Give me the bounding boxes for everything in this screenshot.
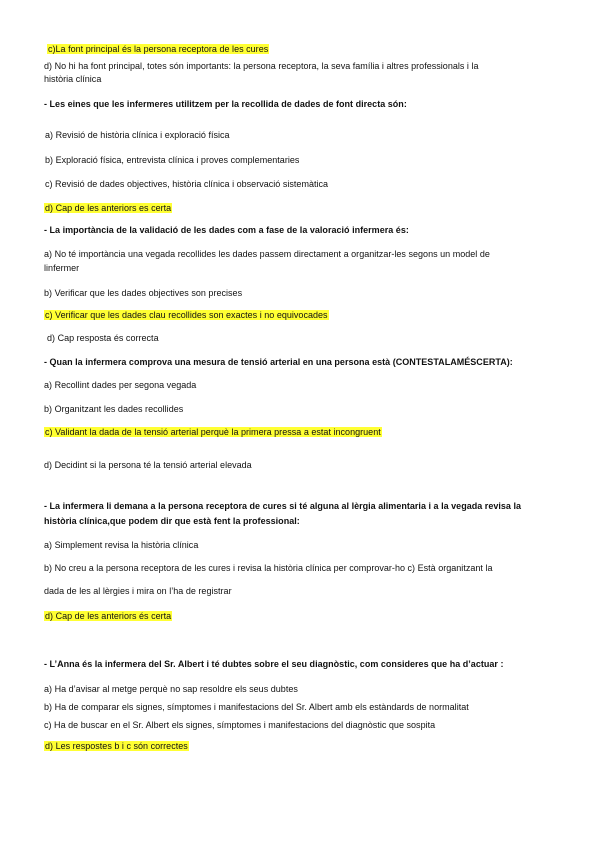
answer-option: c) Revisió de dades objectives, història clínica i observació sistemàtica	[45, 179, 329, 189]
answer-option	[44, 310, 329, 321]
highlighted-answer: c)La font principal és la persona receptora de les cures	[48, 44, 269, 54]
answer-option-continuation: linfermer	[44, 263, 80, 273]
answer-option: a) Simplement revisa la història clínica	[44, 540, 199, 550]
answer-option	[44, 203, 172, 214]
highlighted-answer: d) Les respostes b i c són correctes	[45, 741, 188, 751]
question-heading: - La infermera li demana a la persona receptora de cures si té alguna al lèrgia alimentaria i a la vegada revisa la	[44, 501, 522, 511]
answer-option	[47, 44, 269, 55]
answer-option: d) No hi ha font principal, totes són importants: la persona receptora, la seva família i altres professionals i la	[44, 61, 479, 71]
answer-option: a) Revisió de història clínica i exploració física	[45, 130, 230, 140]
answer-option: b) Organitzant les dades recollides	[44, 404, 184, 414]
answer-option: b) Ha de comparar els signes, símptomes i manifestacions del Sr. Albert amb els estàndards de normalitat	[44, 702, 469, 712]
question-heading: - L’Anna és la infermera del Sr. Albert i té dubtes sobre el seu diagnòstic, com consideres que ha d’actuar :	[44, 659, 504, 669]
answer-option: a) Recollint dades per segona vegada	[44, 380, 197, 390]
question-heading: - Quan la infermera comprova una mesura de tensió arterial en una persona està (CONTESTALAMÉSCERTA):	[44, 357, 513, 367]
question-heading: - La importància de la validació de les dades com a fase de la valoració infermera és:	[44, 225, 409, 235]
answer-option	[44, 741, 189, 752]
answer-option	[44, 611, 172, 622]
answer-option: b) Exploració física, entrevista clínica i proves complementaries	[45, 155, 300, 165]
answer-option-continuation: història clínica	[44, 74, 102, 84]
question-heading: - Les eines que les infermeres utilitzem per la recollida de dades de font directa són:	[44, 99, 407, 109]
answer-option-continuation: dada de les al lèrgies i mira on l’ha de registrar	[44, 586, 232, 596]
answer-option: d) Cap resposta és correcta	[47, 333, 159, 343]
highlighted-answer: d) Cap de les anteriors és certa	[45, 611, 172, 621]
answer-option: b) Verificar que les dades objectives son precises	[44, 288, 243, 298]
answer-option: a) Ha d’avisar al metge perquè no sap resoldre els seus dubtes	[44, 684, 298, 694]
highlighted-answer: c) Validant la dada de la tensió arterial perquè la primera pressa a estat incongruent	[45, 427, 381, 437]
question-heading-continuation: història clínica,que podem dir que està fent la professional:	[44, 516, 300, 526]
answer-option: b) No creu a la persona receptora de les cures i revisa la història clínica per comprovar-ho c) Està organitzant la	[44, 563, 493, 573]
answer-option	[44, 427, 382, 438]
answer-option: d) Decidint si la persona té la tensió arterial elevada	[44, 460, 252, 470]
answer-option: c) Ha de buscar en el Sr. Albert els signes, símptomes i manifestacions del diagnòstic que sospita	[44, 720, 436, 730]
answer-option: a) No té importància una vegada recollides les dades passem directament a organitzar-les segons un model de	[44, 249, 490, 259]
highlighted-answer: d) Cap de les anteriors es certa	[45, 203, 172, 213]
highlighted-answer: c) Verificar que les dades clau recollides son exactes i no equivocades	[45, 310, 328, 320]
